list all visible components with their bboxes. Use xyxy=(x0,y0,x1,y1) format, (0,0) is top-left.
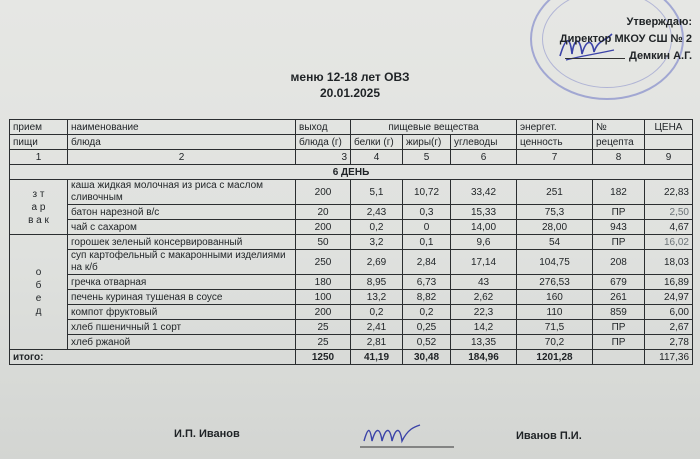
dish-price: 4,67 xyxy=(645,220,693,235)
dish-output: 50 xyxy=(296,235,351,250)
table-row xyxy=(10,335,693,350)
menu-title: меню 12-18 лет ОВЗ xyxy=(290,70,410,84)
header-cell: белки (г) xyxy=(351,135,403,150)
dish-recipe: ПР xyxy=(593,235,645,250)
dish-price: 2,78 xyxy=(645,335,693,350)
dish-energy: 70,2 xyxy=(517,335,593,350)
manager-name: Иванов П.И. xyxy=(516,430,582,442)
meal-label-part: а р xyxy=(31,201,46,213)
dish-price: 18,03 xyxy=(645,250,693,275)
header-cell: выход xyxy=(296,120,351,135)
dish-price: 2,67 xyxy=(645,320,693,335)
total-carbs: 184,96 xyxy=(451,350,517,365)
dish-fat: 0,52 xyxy=(403,335,451,350)
meal-label-part: б xyxy=(35,280,42,291)
meal-label-breakfast xyxy=(10,180,68,235)
total-output: 1250 xyxy=(296,350,351,365)
total-protein: 41,19 xyxy=(351,350,403,365)
header-cell: прием xyxy=(10,120,68,135)
cook-name: И.П. Иванов xyxy=(174,428,240,440)
dish-name: хлеб пшеничный 1 сорт xyxy=(68,320,296,335)
dish-output: 25 xyxy=(296,320,351,335)
dish-name: гречка отварная xyxy=(68,275,296,290)
meal-label-part: в а к xyxy=(28,214,49,226)
header-cell: пищи xyxy=(10,135,68,150)
dish-protein: 0,2 xyxy=(351,220,403,235)
dish-recipe: 679 xyxy=(593,275,645,290)
dish-fat: 0,2 xyxy=(403,305,451,320)
column-number: 7 xyxy=(517,150,593,165)
table-row xyxy=(10,275,693,290)
dish-protein: 5,1 xyxy=(351,180,403,205)
dish-energy: 160 xyxy=(517,290,593,305)
dish-protein: 2,81 xyxy=(351,335,403,350)
dish-energy: 110 xyxy=(517,305,593,320)
approval-block xyxy=(492,14,692,65)
dish-output: 250 xyxy=(296,250,351,275)
total-recipe-empty xyxy=(593,350,645,365)
column-number: 6 xyxy=(451,150,517,165)
dish-price: 2,50 xyxy=(645,205,693,220)
header-cell: блюда xyxy=(68,135,296,150)
dish-output: 200 xyxy=(296,180,351,205)
menu-table xyxy=(9,119,693,365)
table-row xyxy=(10,205,693,220)
dish-recipe: ПР xyxy=(593,335,645,350)
header-row-1 xyxy=(10,120,693,135)
column-number: 3 xyxy=(296,150,351,165)
total-price: 117,36 xyxy=(645,350,693,365)
dish-fat: 0 xyxy=(403,220,451,235)
dish-energy: 104,75 xyxy=(517,250,593,275)
dish-carbs: 22,3 xyxy=(451,305,517,320)
meal-label-part: з т xyxy=(32,188,45,200)
header-cell: № xyxy=(593,120,645,135)
dish-recipe: 943 xyxy=(593,220,645,235)
approval-heading: Утверждаю: xyxy=(626,16,692,28)
dish-output: 200 xyxy=(296,305,351,320)
meal-label-lunch xyxy=(10,235,68,350)
header-cell: блюда (г) xyxy=(296,135,351,150)
dish-name: печень куриная тушеная в соусе xyxy=(68,290,296,305)
dish-fat: 2,84 xyxy=(403,250,451,275)
header-cell: ценность xyxy=(517,135,593,150)
day-row xyxy=(10,165,693,180)
header-cell: наименование xyxy=(68,120,296,135)
header-row-2 xyxy=(10,135,693,150)
dish-protein: 2,43 xyxy=(351,205,403,220)
dish-protein: 2,41 xyxy=(351,320,403,335)
dish-carbs: 33,42 xyxy=(451,180,517,205)
table-row xyxy=(10,305,693,320)
dish-fat: 10,72 xyxy=(403,180,451,205)
dish-name: батон нарезной в/с xyxy=(68,205,296,220)
dish-carbs: 13,35 xyxy=(451,335,517,350)
header-cell: ЦЕНА xyxy=(645,120,693,135)
dish-protein: 8,95 xyxy=(351,275,403,290)
dish-carbs: 14,00 xyxy=(451,220,517,235)
dish-fat: 0,1 xyxy=(403,235,451,250)
dish-output: 100 xyxy=(296,290,351,305)
approval-signer-name: Демкин А.Г. xyxy=(629,50,692,62)
column-number: 4 xyxy=(351,150,403,165)
dish-energy: 276,53 xyxy=(517,275,593,290)
column-number: 5 xyxy=(403,150,451,165)
column-number: 9 xyxy=(645,150,693,165)
dish-output: 200 xyxy=(296,220,351,235)
dish-protein: 2,69 xyxy=(351,250,403,275)
dish-carbs: 15,33 xyxy=(451,205,517,220)
dish-carbs: 9,6 xyxy=(451,235,517,250)
dish-fat: 8,82 xyxy=(403,290,451,305)
total-energy: 1201,28 xyxy=(517,350,593,365)
table-row xyxy=(10,320,693,335)
total-row xyxy=(10,350,693,365)
dish-recipe: ПР xyxy=(593,320,645,335)
dish-energy: 28,00 xyxy=(517,220,593,235)
column-number: 8 xyxy=(593,150,645,165)
dish-output: 180 xyxy=(296,275,351,290)
dish-carbs: 2,62 xyxy=(451,290,517,305)
meal-label-part: о xyxy=(35,267,42,278)
dish-fat: 0,3 xyxy=(403,205,451,220)
dish-price: 16,89 xyxy=(645,275,693,290)
dish-price: 6,00 xyxy=(645,305,693,320)
dish-fat: 0,25 xyxy=(403,320,451,335)
dish-recipe: 208 xyxy=(593,250,645,275)
dish-protein: 13,2 xyxy=(351,290,403,305)
menu-date: 20.01.2025 xyxy=(319,86,381,100)
dish-recipe: 859 xyxy=(593,305,645,320)
day-label: 6 ДЕНЬ xyxy=(10,165,693,180)
header-cell: энергет. xyxy=(517,120,593,135)
total-label: итого: xyxy=(10,350,296,365)
total-fat: 30,48 xyxy=(403,350,451,365)
header-cell: рецепта xyxy=(593,135,645,150)
dish-recipe: ПР xyxy=(593,205,645,220)
approval-signer xyxy=(492,48,692,65)
dish-name: суп картофельный с макаронными изделиями на к/б xyxy=(68,250,296,275)
dish-recipe: 182 xyxy=(593,180,645,205)
dish-price: 22,83 xyxy=(645,180,693,205)
dish-output: 25 xyxy=(296,335,351,350)
dish-output: 20 xyxy=(296,205,351,220)
dish-fat: 6,73 xyxy=(403,275,451,290)
dish-name: каша жидкая молочная из риса с маслом сливочным xyxy=(68,180,296,205)
dish-energy: 251 xyxy=(517,180,593,205)
dish-carbs: 14,2 xyxy=(451,320,517,335)
table-row xyxy=(10,290,693,305)
approval-position: Директор МКОУ СШ № 2 xyxy=(559,33,692,45)
header-cell xyxy=(645,135,693,150)
dish-price: 24,97 xyxy=(645,290,693,305)
header-cell: пищевые вещества xyxy=(351,120,517,135)
dish-energy: 75,3 xyxy=(517,205,593,220)
meal-label-part: е xyxy=(35,293,42,304)
dish-name: компот фруктовый xyxy=(68,305,296,320)
header-cell: жиры(г) xyxy=(403,135,451,150)
dish-name: хлеб ржаной xyxy=(68,335,296,350)
table-row xyxy=(10,235,693,250)
dish-recipe: 261 xyxy=(593,290,645,305)
meal-label-part: д xyxy=(35,306,42,317)
dish-protein: 0,2 xyxy=(351,305,403,320)
dish-price: 16,02 xyxy=(645,235,693,250)
column-number: 2 xyxy=(68,150,296,165)
dish-protein: 3,2 xyxy=(351,235,403,250)
dish-name: горошек зеленый консервированный xyxy=(68,235,296,250)
dish-carbs: 17,14 xyxy=(451,250,517,275)
dish-name: чай с сахаром xyxy=(68,220,296,235)
cook-signature xyxy=(356,421,456,451)
table-row xyxy=(10,220,693,235)
column-number-row xyxy=(10,150,693,165)
column-number: 1 xyxy=(10,150,68,165)
dish-energy: 71,5 xyxy=(517,320,593,335)
dish-carbs: 43 xyxy=(451,275,517,290)
dish-energy: 54 xyxy=(517,235,593,250)
header-cell: углеводы xyxy=(451,135,517,150)
